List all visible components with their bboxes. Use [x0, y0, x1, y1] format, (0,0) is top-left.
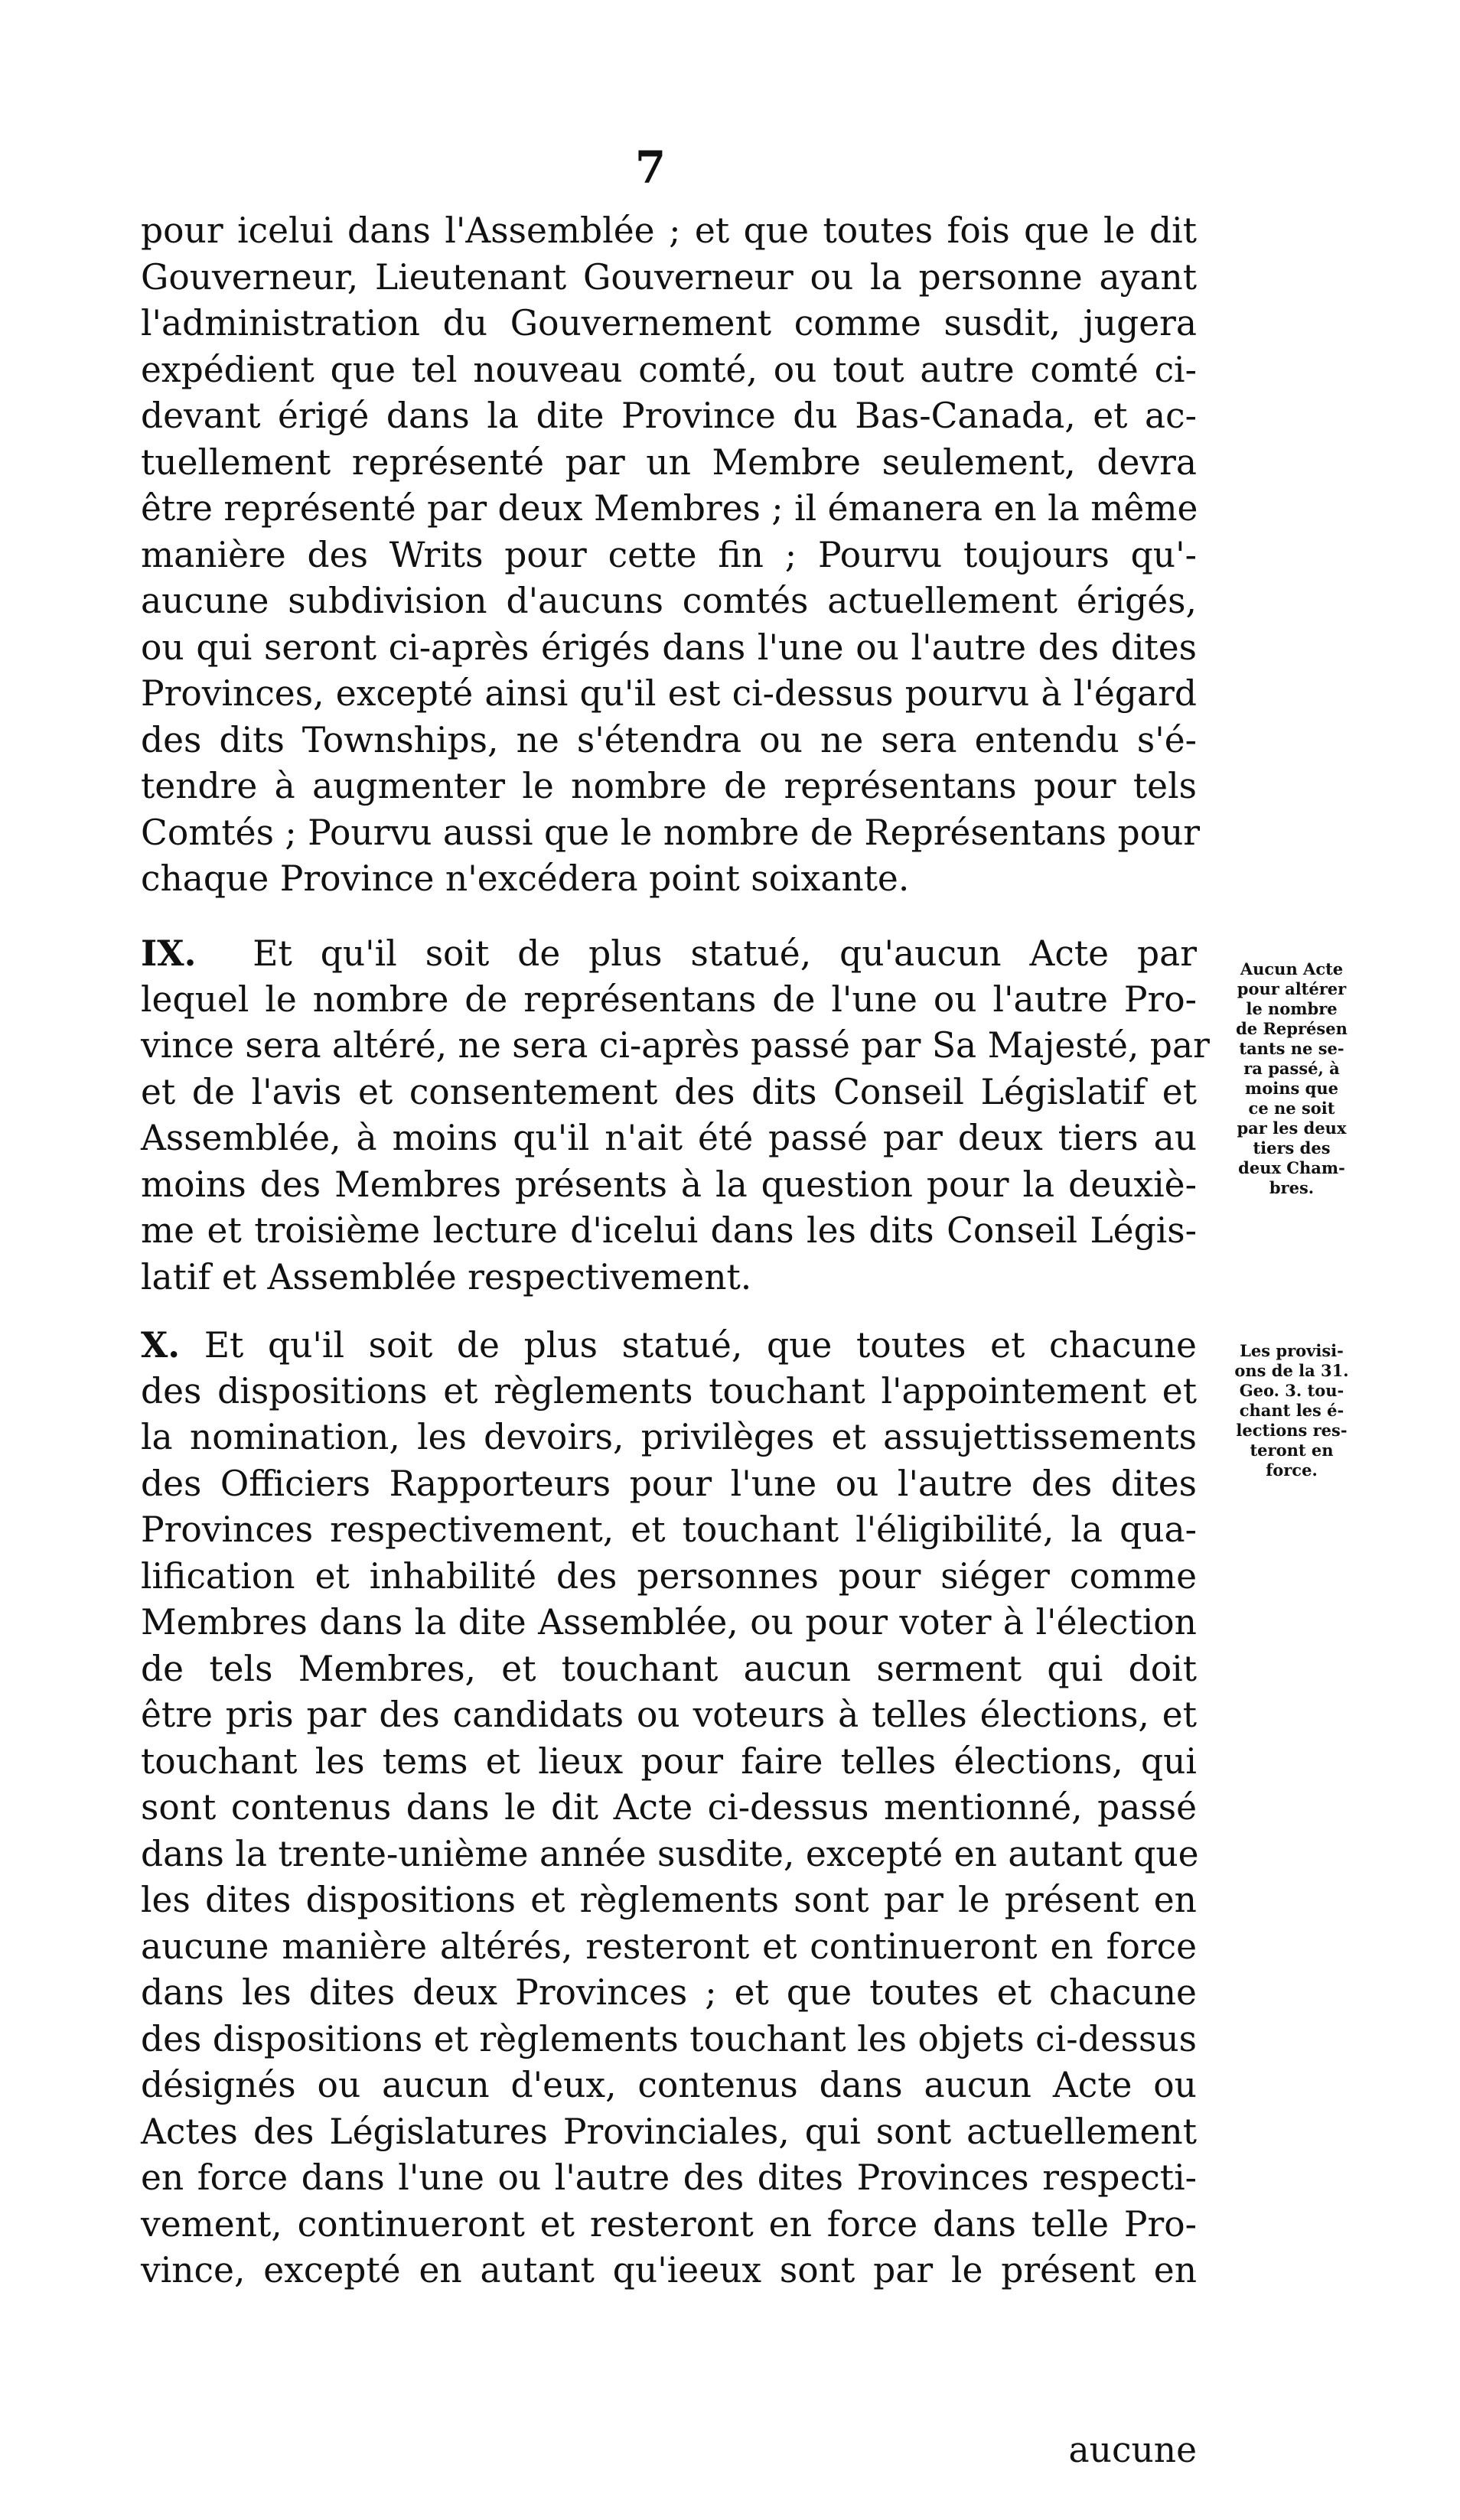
section-ix: [141, 930, 1210, 1301]
catchword: aucune: [1068, 2430, 1197, 2470]
intro-paragraph: [141, 208, 1201, 903]
text-line: des dispositions et règlements touchant les objets ci-dessus: [141, 2018, 1197, 2059]
margin-note-line: le nombre: [1246, 999, 1338, 1018]
text-line: Provinces, excepté ainsi qu'il est ci-dessus pourvu à l'égard: [141, 673, 1197, 714]
text-line: tuellement représenté par un Membre seulement, devra: [141, 441, 1197, 483]
text-line: chaque Province n'excédera point soixante.: [141, 858, 910, 899]
page-number: 7: [634, 142, 666, 194]
margin-note-line: bres.: [1269, 1178, 1315, 1197]
text-line: Assemblée, à moins qu'il n'ait été passé par deux tiers au: [141, 1118, 1197, 1158]
margin-note-x: [1215, 1341, 1368, 1480]
margin-note-line: tants ne se-: [1239, 1039, 1344, 1058]
text-line: dans la trente-unième année susdite, excepté en autant que: [141, 1833, 1199, 1874]
margin-note-line: deux Cham-: [1238, 1158, 1345, 1177]
text-line: Et qu'il soit de plus statué, qu'aucun Acte par: [253, 933, 1197, 974]
text-line: des dispositions et règlements touchant l'appointement et: [141, 1370, 1197, 1411]
text-line: expédient que tel nouveau comté, ou tout autre comté ci-: [141, 349, 1197, 390]
margin-note-line: tiers des: [1253, 1138, 1331, 1157]
section-number: IX.: [141, 933, 197, 974]
margin-note-line: ce ne soit: [1248, 1099, 1335, 1118]
margin-note-line: lections res-: [1236, 1421, 1348, 1440]
margin-note-line: pour altérer: [1237, 979, 1347, 998]
text-line: devant érigé dans la dite Province du Bas-Canada, et ac-: [141, 396, 1197, 436]
text-line-first: [141, 1322, 1197, 1369]
text-line: sont contenus dans le dit Acte ci-dessus mentionné, passé: [141, 1787, 1197, 1828]
margin-note-line: ra passé, à: [1243, 1059, 1340, 1078]
text-line: des Officiers Rapporteurs pour l'une ou l'autre des dites: [141, 1463, 1197, 1504]
text-line: tendre à augmenter le nombre de représentans pour tels: [141, 766, 1197, 806]
text-line: l'administration du Gouvernement comme susdit, jugera: [141, 303, 1197, 343]
margin-note-line: Aucun Acte: [1240, 959, 1344, 978]
text-line: lification et inhabilité des personnes pour siéger comme: [141, 1555, 1197, 1597]
text-line: être pris par des candidats ou voteurs à telles élections, et: [141, 1695, 1197, 1735]
text-line: être représenté par deux Membres ; il émanera en la même: [141, 488, 1198, 529]
text-line: manière des Writs pour cette fin ; Pourvu toujours qu'-: [141, 534, 1197, 575]
text-line: de tels Membres, et touchant aucun serment qui doit: [141, 1648, 1197, 1689]
margin-note-line: moins que: [1245, 1079, 1338, 1098]
text-line: me et troisième lecture d'icelui dans les dits Conseil Légis-: [141, 1210, 1197, 1251]
text-line: Provinces respectivement, et touchant l'éligibilité, la qua-: [141, 1509, 1197, 1550]
margin-note-line: ons de la 31.: [1234, 1361, 1349, 1380]
text-line: aucune subdivision d'aucuns comtés actuellement érigés,: [141, 581, 1197, 621]
section-number: X.: [141, 1324, 181, 1366]
text-line: les dites dispositions et règlements sont par le présent en: [141, 1880, 1197, 1920]
margin-note-line: de Représen: [1236, 1019, 1348, 1038]
text-line: pour icelui dans l'Assemblée ; et que toutes fois que le dit: [141, 210, 1197, 251]
text-line: ou qui seront ci-après érigés dans l'une ou l'autre des dites: [141, 627, 1197, 668]
text-line: la nomination, les devoirs, privilèges et assujettissements: [141, 1417, 1197, 1457]
margin-note-line: par les deux: [1237, 1118, 1347, 1138]
text-line: désignés ou aucun d'eux, contenus dans aucun Acte ou: [141, 2065, 1197, 2105]
text-line: dans les dites deux Provinces ; et que toutes et chacune: [141, 1972, 1197, 2013]
text-line: moins des Membres présents à la question pour la deuxiè-: [141, 1164, 1197, 1205]
margin-note-ix: [1215, 959, 1368, 1198]
text-line: touchant les tems et lieux pour faire telles élections, qui: [141, 1740, 1197, 1782]
text-line: Membres dans la dite Assemblée, ou pour voter à l'élection: [141, 1602, 1197, 1643]
text-line: Gouverneur, Lieutenant Gouverneur ou la personne ayant: [141, 256, 1197, 298]
margin-note-line: Les provisi-: [1240, 1341, 1344, 1360]
margin-note-line: force.: [1266, 1460, 1318, 1480]
text-line: et de l'avis et consentement des dits Conseil Législatif et: [141, 1071, 1197, 1112]
margin-note-line: Geo. 3. tou-: [1239, 1381, 1344, 1400]
text-line: vince, excepté en autant qu'ieeux sont par le présent en: [141, 2250, 1197, 2290]
text-line-first: [141, 930, 1197, 977]
text-line: vince sera altéré, ne sera ci-après passé par Sa Majesté, par: [141, 1025, 1210, 1066]
text-line: Comtés ; Pourvu aussi que le nombre de Représentans pour: [141, 812, 1201, 853]
text-line: des dits Townships, ne s'étendra ou ne sera entendu s'é-: [141, 719, 1197, 760]
text-line: vement, continueront et resteront en force dans telle Pro-: [141, 2203, 1197, 2245]
text-line: Actes des Législatures Provinciales, qui sont actuellement: [141, 2111, 1197, 2152]
text-line: Et qu'il soit de plus statué, que toutes et chacune: [204, 1325, 1197, 1366]
text-line: en force dans l'une ou l'autre des dites Provinces respecti-: [141, 2157, 1197, 2198]
text-line: lequel le nombre de représentans de l'une ou l'autre Pro-: [141, 978, 1197, 1020]
margin-note-line: teront en: [1250, 1441, 1334, 1460]
margin-note-line: chant les é-: [1239, 1401, 1344, 1420]
text-line: latif et Assemblée respectivement.: [141, 1256, 752, 1297]
section-x: [141, 1322, 1197, 2294]
text-line: aucune manière altérés, resteront et continueront en force: [141, 1926, 1197, 1967]
